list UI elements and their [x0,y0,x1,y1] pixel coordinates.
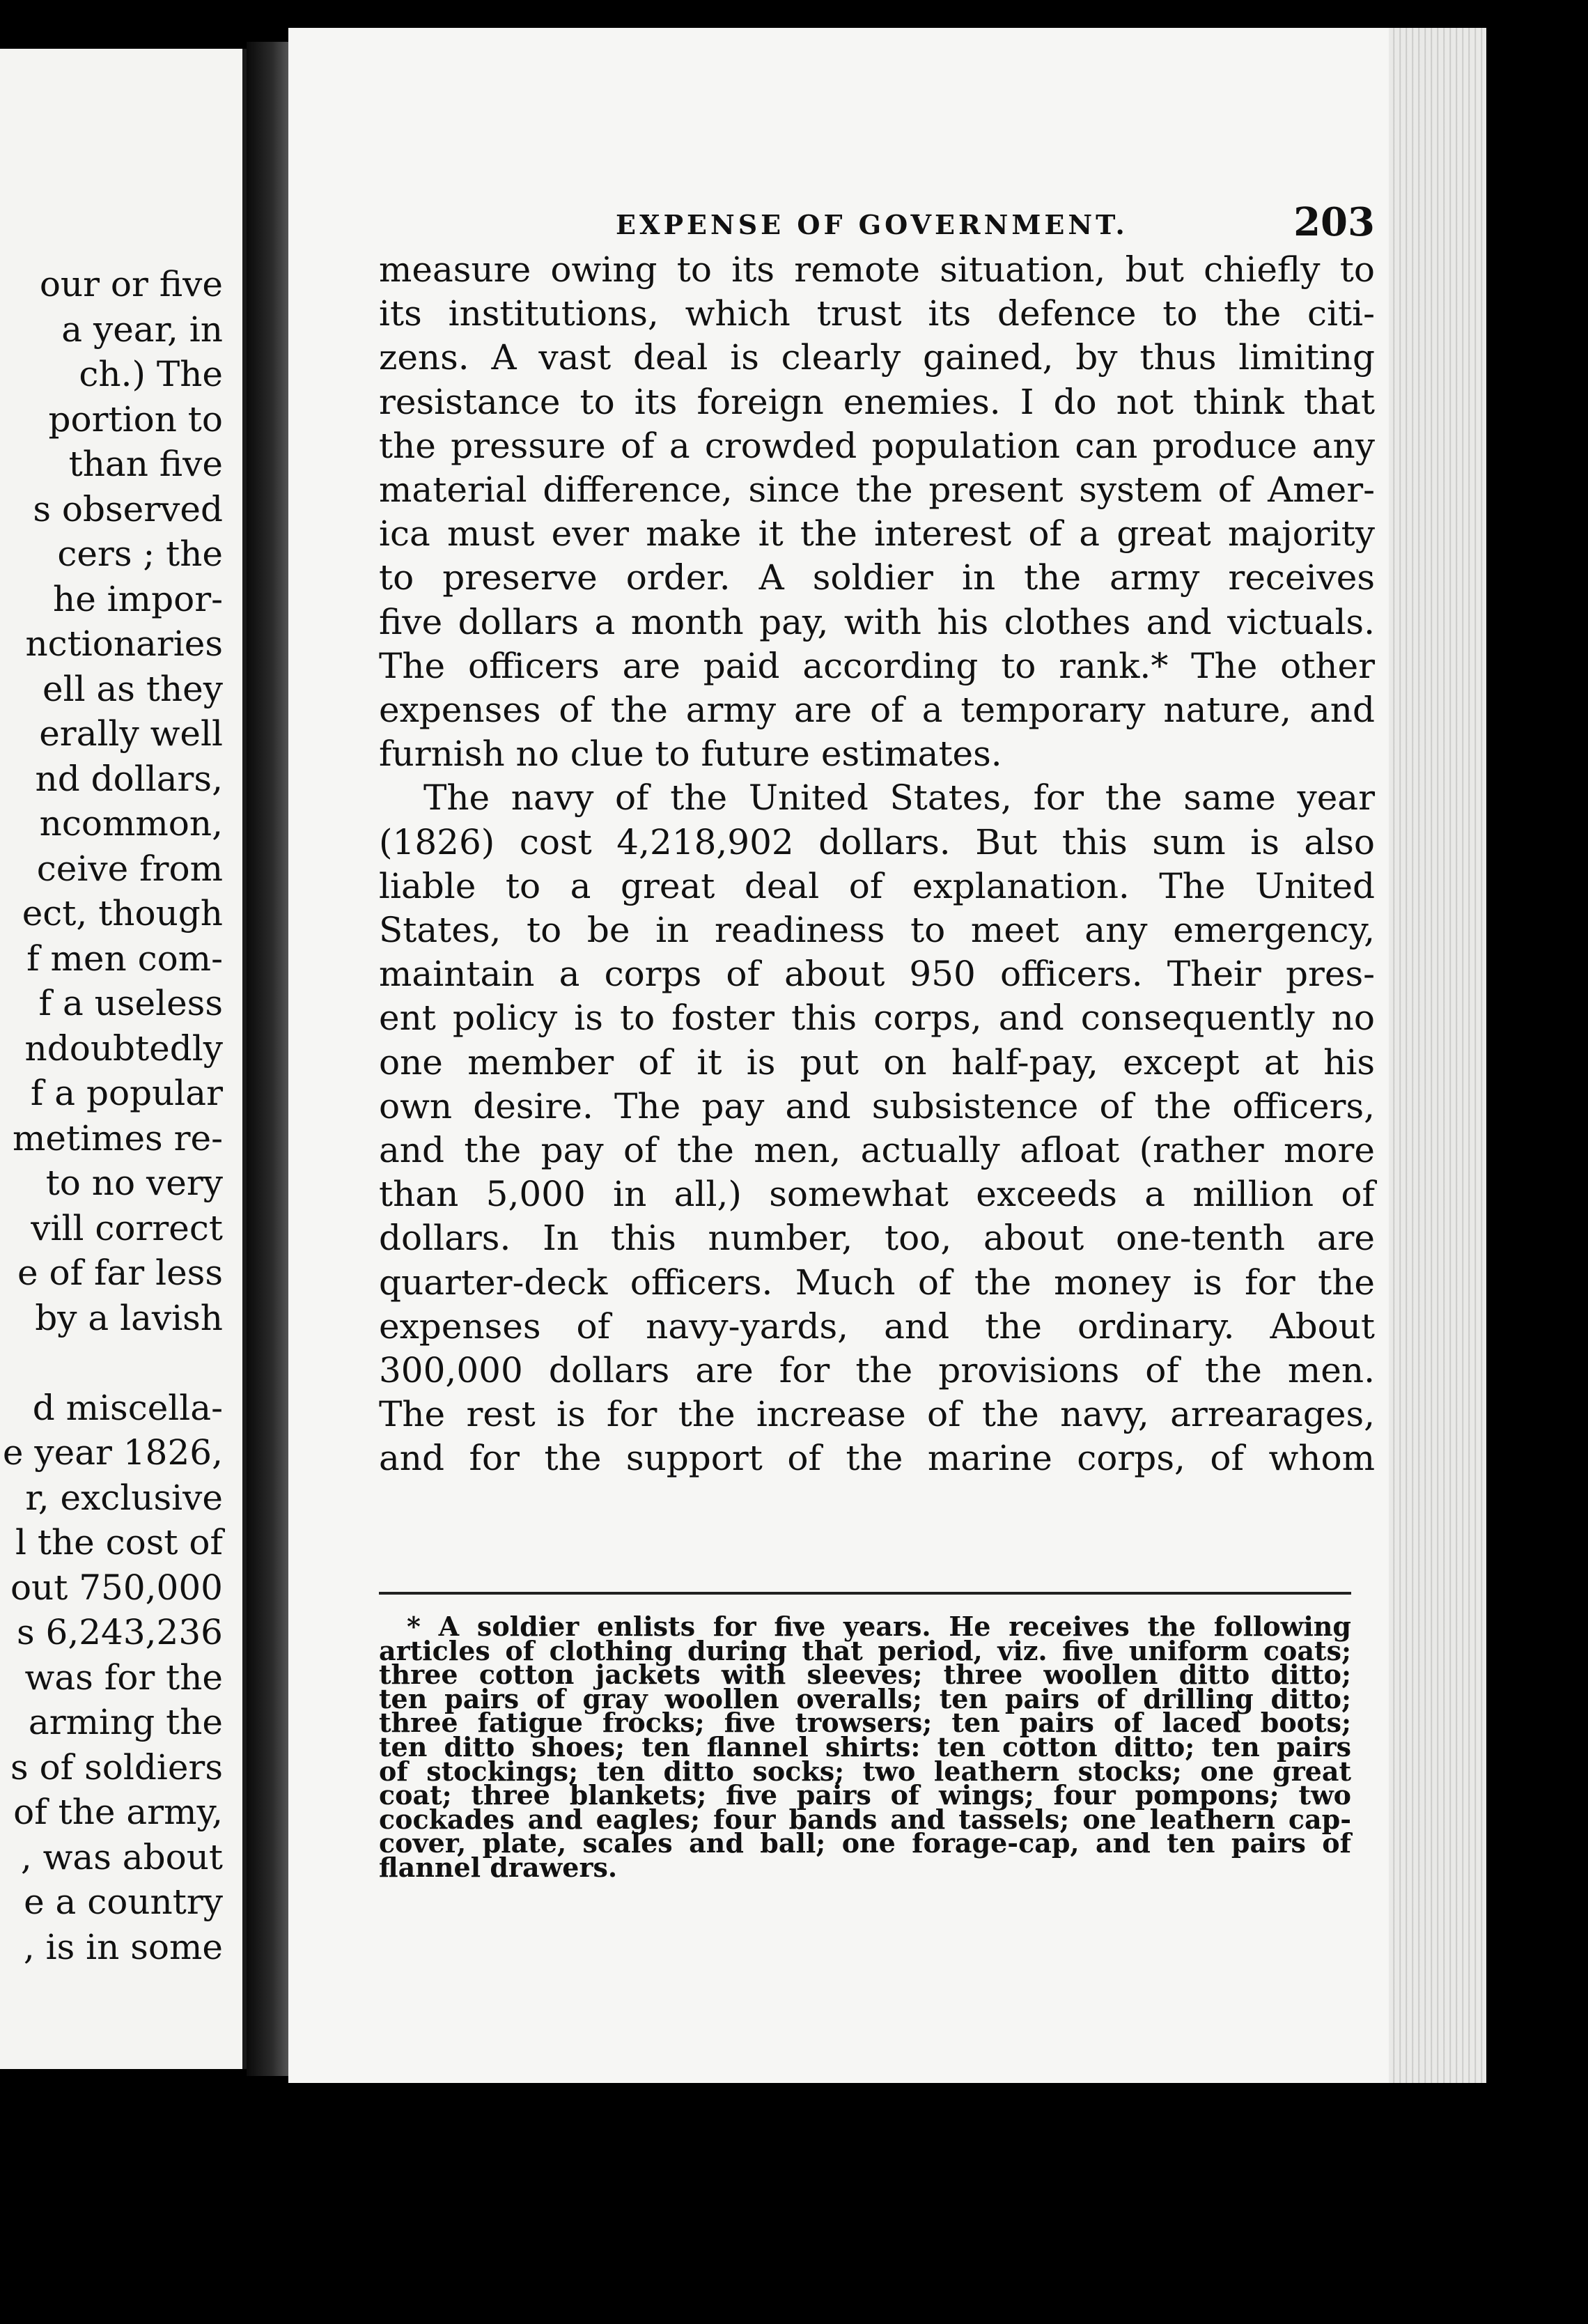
scan-background [0,2083,1588,2324]
left-line: of the army, [13,1792,223,1832]
left-page-text [0,262,223,1969]
left-line [0,1340,223,1386]
footnote-line: flannel drawers. [379,1851,618,1883]
body-line: liable to a great deal of explanation. The United [379,865,1375,906]
left-line: out 750,000 [10,1567,223,1608]
left-line: erally well [39,713,223,754]
footnote-line: cockades and eagles; four bands and tassels; one leathern cap- [379,1803,1351,1835]
left-line: d miscella- [32,1387,223,1428]
body-line: than 5,000 in all,) somewhat exceeds a million of [379,1174,1375,1215]
body-line: expenses of the army are of a temporary nature, and [379,690,1375,731]
footnote-line: cover, plate, scales and ball; one forage-cap, and ten pairs of [379,1827,1351,1859]
left-line: r, exclusive [25,1477,223,1518]
footnote-divider [379,1592,1351,1595]
body-line: ica must ever make it the interest of a great majority [379,513,1375,555]
body-line: and the pay of the men, actually afloat (rather more [379,1130,1375,1171]
left-line: ell as they [42,668,223,709]
left-line: he impor- [53,578,223,619]
body-line: maintain a corps of about 950 officers. Their pres- [379,954,1375,995]
body-line: expenses of navy-yards, and the ordinary. About [379,1306,1375,1347]
left-line: e a country [24,1882,223,1922]
footnote-line: coat; three blankets; five pairs of wings; four pompons; two [379,1779,1351,1811]
left-line: s of soldiers [10,1746,223,1788]
left-line: nctionaries [25,623,223,664]
left-line: s observed [33,488,223,529]
left-line: ncommon, [39,803,223,844]
body-line: zens. A vast deal is clearly gained, by thus limiting [379,337,1375,378]
body-line: The officers are paid according to rank.* The other [379,645,1375,686]
left-line: than five [68,444,223,484]
body-line: ent policy is to foster this corps, and consequently no [379,998,1375,1039]
body-line: five dollars a month pay, with his clothes and victuals. [379,601,1375,642]
left-line: ch.) The [79,354,223,394]
footnote-line: three fatigue frocks; five trowsers; ten pairs of laced boots; [379,1707,1351,1739]
left-line: portion to [48,398,223,440]
left-line: s 6,243,236 [16,1612,223,1652]
body-line: The navy of the United States, for the same year [423,777,1375,819]
body-line: the pressure of a crowded population can produce any [379,425,1375,466]
left-line: ceive from [36,848,223,889]
body-line: furnish no clue to future estimates. [379,734,1002,775]
left-line: our or five [39,264,223,304]
left-line: ect, though [22,893,223,934]
footnote [379,1611,1351,1883]
body-line: (1826) cost 4,218,902 dollars. But this sum is also [379,821,1375,862]
body-line: own desire. The pay and subsistence of the officers, [379,1085,1375,1126]
book-gutter [247,42,288,2076]
left-page-fragment [0,49,247,2069]
running-title: EXPENSE OF GOVERNMENT. [616,209,1128,240]
body-line: and for the support of the marine corps, of whom [379,1438,1375,1479]
body-line: to preserve order. A soldier in the army receives [379,557,1375,598]
left-line: ndoubtedly [24,1028,223,1069]
left-line: vill correct [31,1207,223,1248]
footnote-line: * A soldier enlists for five years. He receives the following [407,1611,1351,1642]
left-line: l the cost of [15,1522,223,1563]
body-line: quarter-deck officers. Much of the money is for the [379,1262,1375,1303]
body-line: States, to be in readiness to meet any emergency, [379,910,1375,951]
footnote-line: ten pairs of gray woollen overalls; ten pairs of drilling ditto; [379,1682,1351,1714]
running-head [616,199,1375,248]
footnote-line: articles of clothing during that period, viz. five uniform coats; [379,1634,1351,1666]
body-line: resistance to its foreign enemies. I do not think that [379,381,1375,422]
page-edge-stack [1389,28,1486,2104]
body-text [379,248,1375,1481]
body-line: material difference, since the present system of Amer- [379,470,1375,511]
right-page [288,28,1486,2104]
left-line: f a popular [30,1073,223,1113]
left-line: e of far less [17,1253,223,1293]
footnote-line: of stockings; ten ditto socks; two leathern stocks; one great [379,1755,1351,1787]
left-line: f men com- [26,938,223,979]
footnote-line: ten ditto shoes; ten flannel shirts: ten cotton ditto; ten pairs [379,1730,1351,1763]
left-line: by a lavish [35,1297,223,1338]
body-line: dollars. In this number, too, about one-tenth are [379,1218,1375,1259]
left-line: , is in some [23,1926,223,1967]
body-line: measure owing to its remote situation, but chiefly to [379,249,1375,290]
left-line: to no very [45,1163,223,1203]
body-line: its institutions, which trust its defence to the citi- [379,293,1375,334]
body-line: one member of it is put on half-pay, except at his [379,1041,1375,1083]
body-line: The rest is for the increase of the navy, arrearages, [379,1394,1375,1435]
left-line: a year, in [61,309,223,350]
left-line: metimes re- [12,1117,223,1159]
left-line: was for the [24,1657,223,1698]
page-number: 203 [1293,199,1375,245]
left-line: cers ; the [57,534,223,574]
footnote-line: three cotton jackets with sleeves; three woollen ditto ditto; [379,1659,1351,1691]
left-line: e year 1826, [2,1432,223,1473]
left-line: nd dollars, [35,758,223,799]
left-line: , was about [20,1836,223,1877]
body-line: 300,000 dollars are for the provisions of the men. [379,1350,1375,1391]
left-line: arming the [28,1702,223,1742]
left-line: f a useless [38,983,223,1023]
